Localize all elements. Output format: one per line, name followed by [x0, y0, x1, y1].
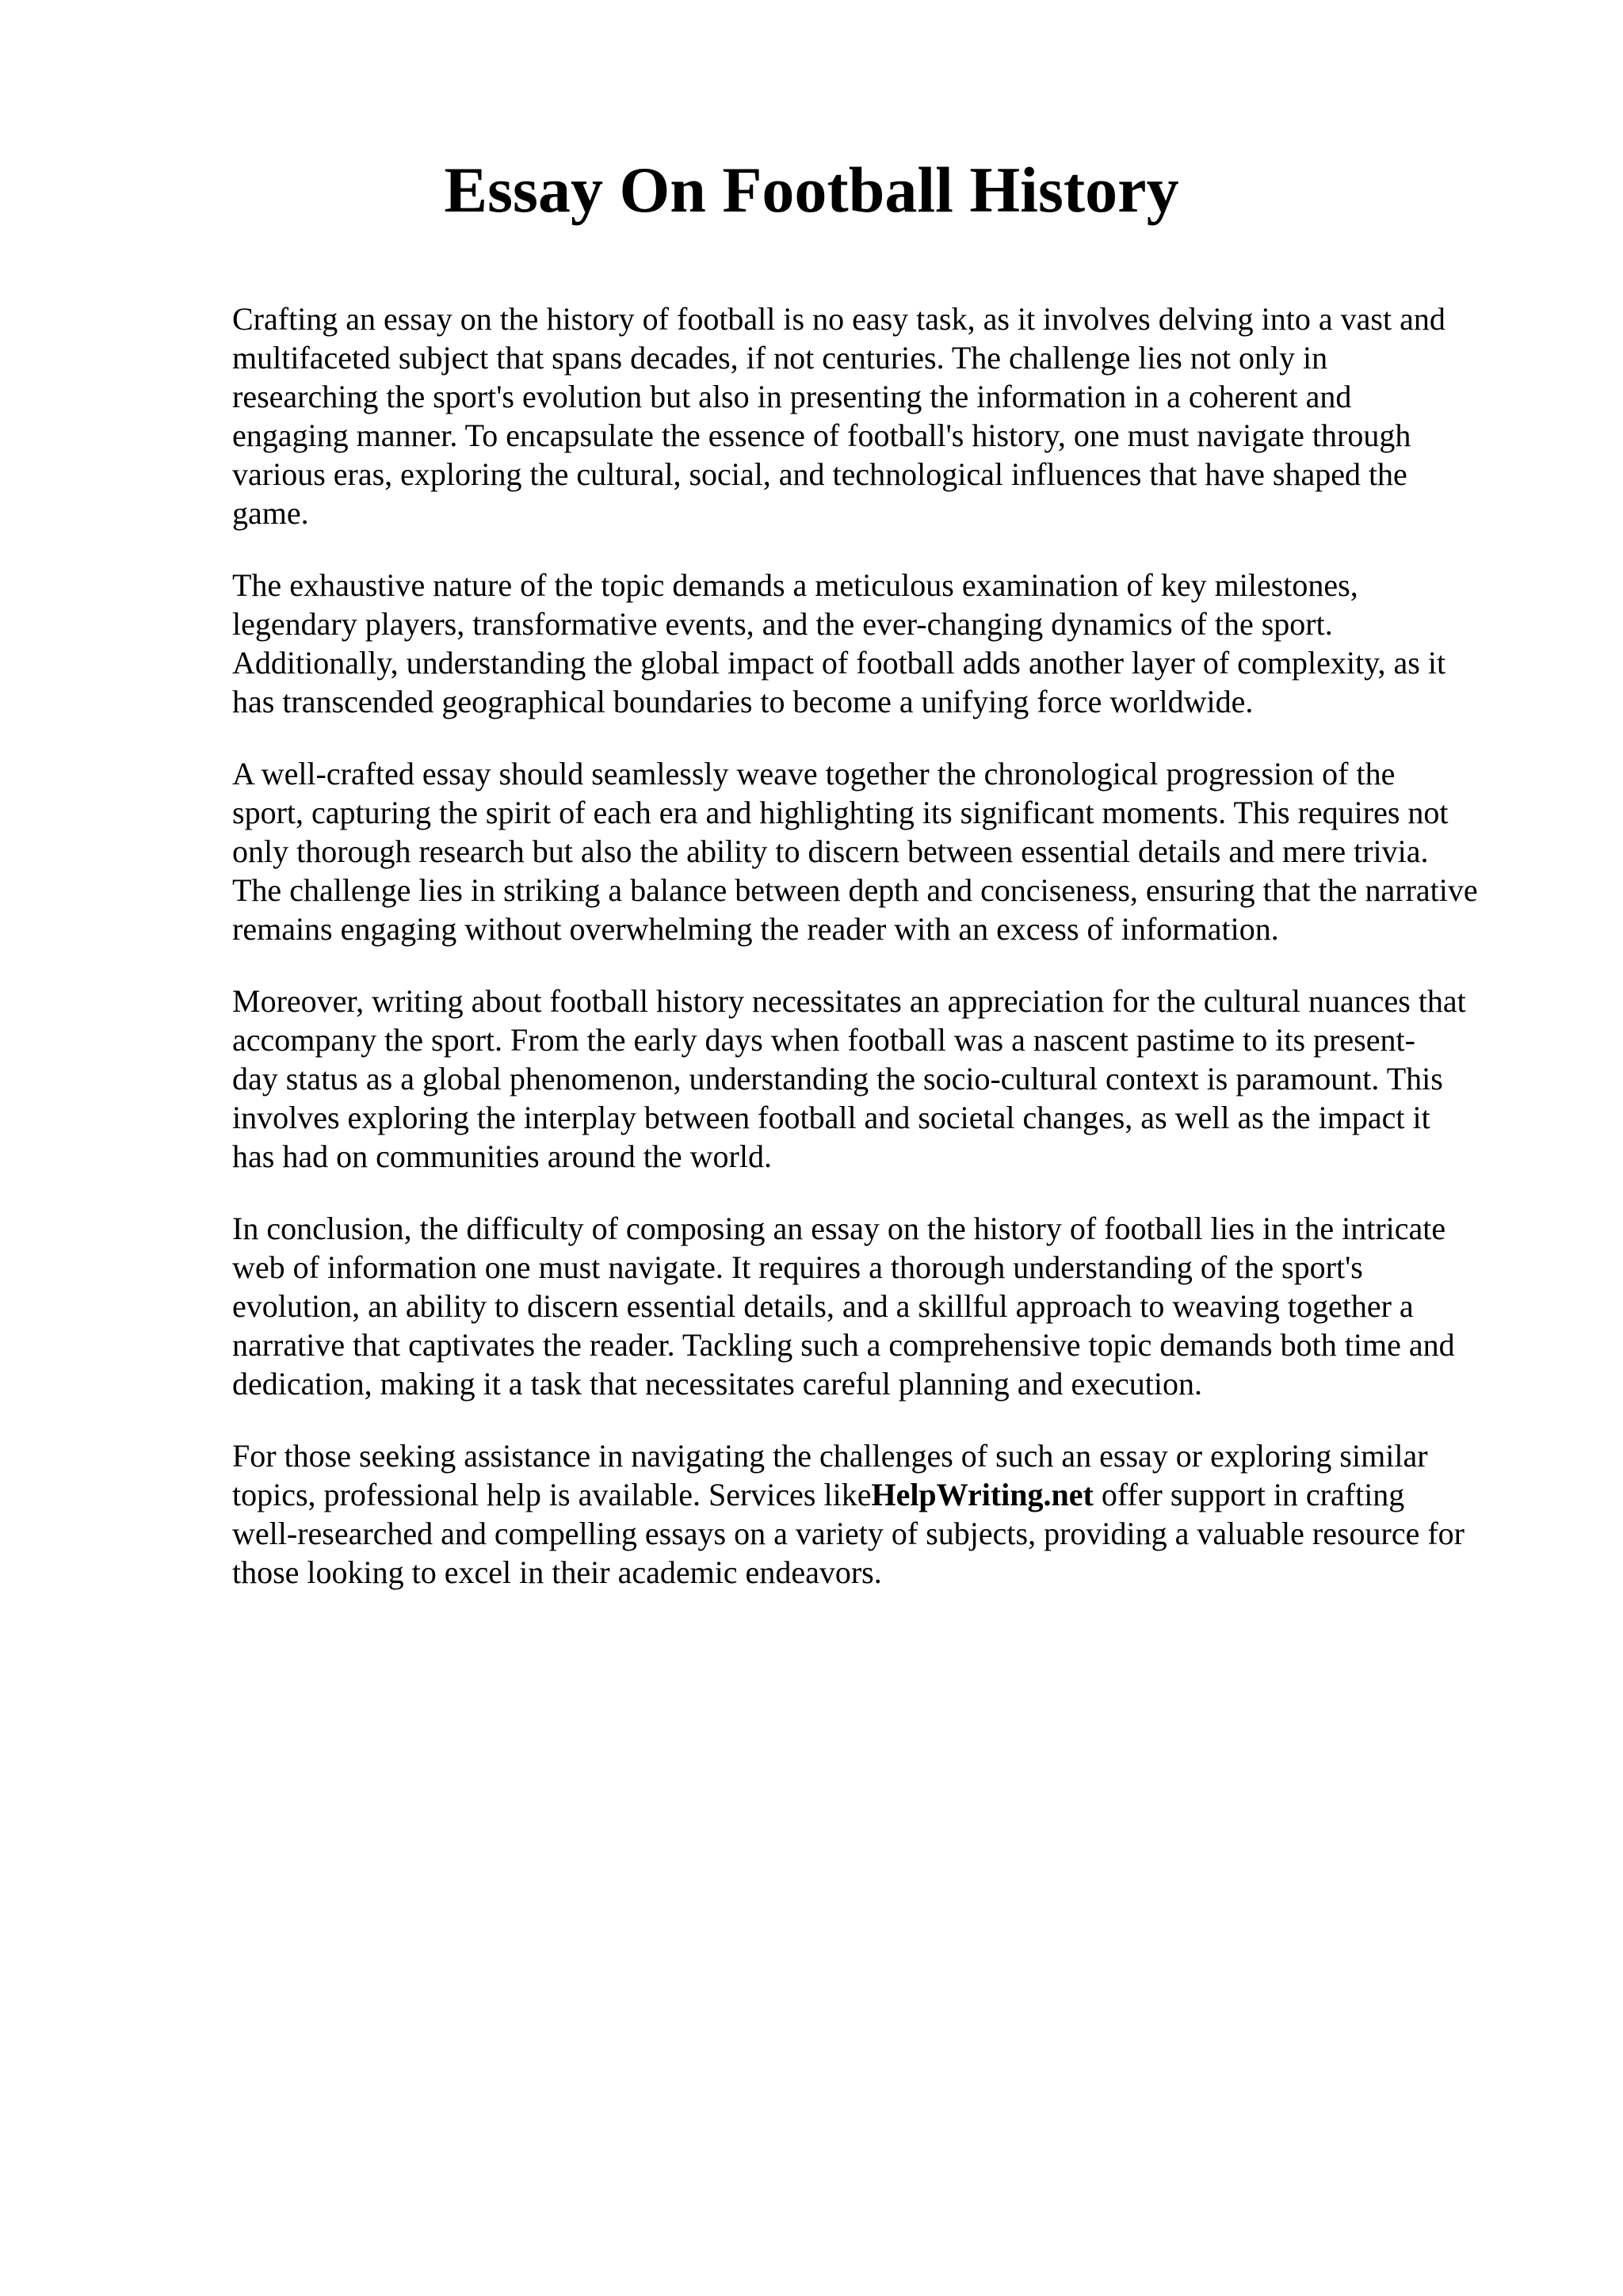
- text-line: multifaceted subject that spans decades, if not centuries. The challenge lies not only in: [232, 340, 1328, 376]
- helpwriting-link[interactable]: HelpWriting.net: [871, 1477, 1094, 1512]
- text-line: various eras, exploring the cultural, social, and technological influences that have shaped the: [232, 456, 1407, 492]
- text-line: Additionally, understanding the global impact of football adds another layer of complexity, as it: [232, 645, 1446, 681]
- text-line: For those seeking assistance in navigating the challenges of such an essay or exploring similar: [232, 1438, 1428, 1474]
- text-line: well-researched and compelling essays on a variety of subjects, providing a valuable resource for: [232, 1516, 1465, 1551]
- essay-body: [232, 299, 1532, 1625]
- text-line: sport, capturing the spirit of each era and highlighting its significant moments. This requires not: [232, 795, 1449, 830]
- closing-paragraph: [232, 1436, 1532, 1592]
- text-line: In conclusion, the difficulty of composing an essay on the history of football lies in the intricate: [232, 1211, 1446, 1246]
- paragraph-1: [232, 299, 1532, 532]
- text-line: remains engaging without overwhelming the reader with an excess of information.: [232, 911, 1279, 947]
- text-line: has transcended geographical boundaries to become a unifying force worldwide.: [232, 684, 1254, 719]
- text-segment: topics, professional help is available. Services like: [232, 1477, 872, 1512]
- text-line: involves exploring the interplay between football and societal changes, as well as the impact it: [232, 1100, 1430, 1135]
- paragraph-3: [232, 754, 1532, 948]
- text-line: evolution, an ability to discern essential details, and a skillful approach to weaving together a: [232, 1288, 1414, 1324]
- text-line: narrative that captivates the reader. Tackling such a comprehensive topic demands both time and: [232, 1327, 1455, 1363]
- text-line: researching the sport's evolution but also in presenting the information in a coherent and: [232, 379, 1352, 414]
- text-line: The exhaustive nature of the topic demands a meticulous examination of key milestones,: [232, 567, 1358, 603]
- text-line: A well-crafted essay should seamlessly weave together the chronological progression of the: [232, 756, 1396, 791]
- text-line: Crafting an essay on the history of football is no easy task, as it involves delving into a vast and: [232, 301, 1445, 337]
- paragraph-2: [232, 566, 1532, 721]
- text-line: day status as a global phenomenon, understanding the socio-cultural context is paramount. This: [232, 1061, 1443, 1097]
- text-line: game.: [232, 495, 309, 531]
- text-line: has had on communities around the world.: [232, 1138, 772, 1174]
- text-segment: offer support in crafting: [1093, 1477, 1405, 1512]
- text-line: web of information one must navigate. It requires a thorough understanding of the sport's: [232, 1249, 1363, 1285]
- text-line: The challenge lies in striking a balance between depth and conciseness, ensuring that the narrative: [232, 872, 1478, 908]
- text-line: Moreover, writing about football history necessitates an appreciation for the cultural nuances that: [232, 983, 1466, 1019]
- text-line: those looking to excel in their academic endeavors.: [232, 1554, 882, 1590]
- text-line: accompany the sport. From the early days when football was a nascent pastime to its present-: [232, 1022, 1415, 1058]
- text-line: engaging manner. To encapsulate the essence of football's history, one must navigate through: [232, 418, 1411, 453]
- paragraph-5: [232, 1209, 1532, 1403]
- page-title: Essay On Football History: [444, 154, 1179, 226]
- text-line: only thorough research but also the ability to discern between essential details and mere trivia.: [232, 833, 1429, 869]
- paragraph-4: [232, 982, 1532, 1176]
- text-line: legendary players, transformative events, and the ever-changing dynamics of the sport.: [232, 606, 1333, 642]
- text-line-with-link: [232, 1475, 1532, 1514]
- text-line: dedication, making it a task that necessitates careful planning and execution.: [232, 1366, 1203, 1402]
